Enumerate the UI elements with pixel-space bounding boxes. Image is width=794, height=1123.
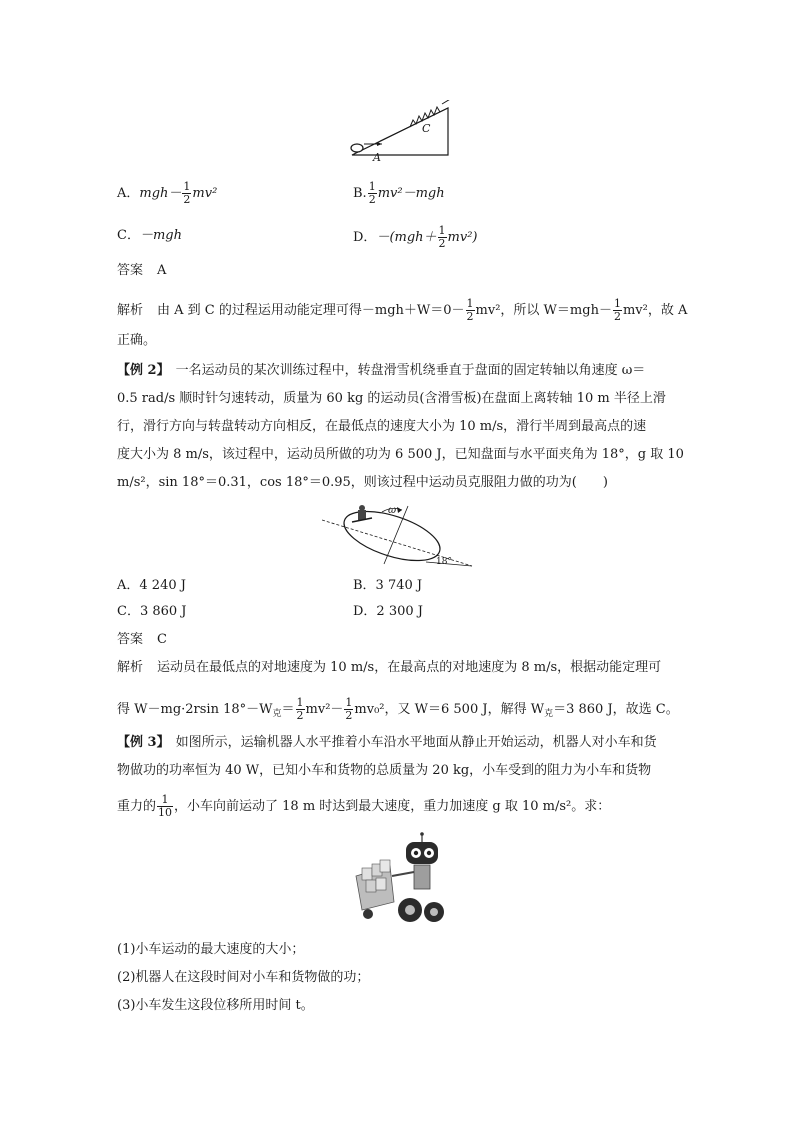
q3-tag: 【例 3】 [117, 735, 170, 750]
q1-answer: 答案 A [117, 263, 167, 278]
q2-option-b: B．3 740 J [353, 578, 423, 593]
angle-label: 18° [436, 557, 452, 567]
q1-option-d: D．－(mgh＋ $\frac{1}{2}$ mv²) [353, 224, 478, 250]
q3-subquestion-3: (3)小车发生这段位移所用时间 t。 [117, 998, 314, 1013]
q2-option-c: C．3 860 J [117, 604, 187, 619]
q1-analysis-line1: 解析 由 A 到 C 的过程运用动能定理可得－mgh＋W＝0－ $\frac{1}{2}$ mv²，所以 W＝mgh－ $\frac{1}{2}$ mv²，故 A [117, 297, 688, 323]
q2-analysis-line1: 解析 运动员在最低点的对地速度为 10 m/s，在最高点的对地速度为 8 m/s，根据动能定理可 [117, 660, 662, 675]
q1-option-c: C．－mgh [117, 228, 182, 243]
figure-label-c: C [422, 122, 431, 135]
q2-line-2: 0.5 rad/s 顺时针匀速转动，质量为 60 kg 的运动员(含滑雪板)在盘面上离转轴 10 m 半径上滑 [117, 391, 666, 406]
q2-line-5: m/s²，sin 18°＝0.31，cos 18°＝0.95，则该过程中运动员克服阻力做的功为( ) [117, 475, 608, 490]
q1-option-a: A．mgh－ $\frac{1}{2}$ mv² [117, 180, 218, 206]
q2-answer: 答案 C [117, 632, 167, 647]
q3-subquestion-1: (1)小车运动的最大速度的大小； [117, 942, 305, 957]
omega-label: ω [388, 505, 397, 516]
q1-analysis-line2: 正确。 [117, 333, 157, 348]
q1-option-b: B. $\frac{1}{2}$ mv²－mgh [353, 180, 445, 206]
robot-icon [392, 832, 444, 922]
robot-cart-figure [350, 832, 450, 928]
q2-option-a: A．4 240 J [117, 578, 186, 593]
turntable-figure [322, 502, 482, 570]
skier-icon [352, 505, 372, 522]
q2-analysis-line2: 得 W－mg·2rsin $18^\circ-W_克=$ $\frac{1}{2}$ mv²－ $\frac{1}{2}$ mv₀²，又 W＝6 500 J，解得 $W_克=3$ 860 J，故选 C。 [117, 696, 679, 722]
incline-spring-figure [340, 100, 460, 162]
q3-line-2: 物做功的功率恒为 40 W，已知小车和货物的总质量为 20 kg，小车受到的阻力为小车和货物 [117, 763, 652, 778]
figure-label-a: A [373, 151, 381, 164]
q2-option-d: D．2 300 J [353, 604, 423, 619]
cart-boxes [356, 860, 394, 919]
q3-subquestion-2: (2)机器人在这段时间对小车和货物做的功； [117, 970, 370, 985]
q2-line-3: 行，滑行方向与转盘转动方向相反，在最低点的速度大小为 10 m/s，滑行半周到最高点的速 [117, 419, 647, 434]
q3-line-3: 重力的 $\frac{1}{10}$ ，小车向前运动了 18 m 时达到最大速度，重力加速度 g 取 10 m/s²。求： [117, 793, 611, 819]
q3-line-1: 【例 3】 如图所示，运输机器人水平推着小车沿水平地面从静止开始运动，机器人对小车和货 [117, 735, 657, 750]
q2-tag: 【例 2】 [117, 363, 170, 378]
q2-line-1: 【例 2】 一名运动员的某次训练过程中，转盘滑雪机绕垂直于盘面的固定转轴以角速度 ω＝ [117, 363, 646, 378]
q2-line-4: 度大小为 8 m/s，该过程中，运动员所做的功为 6 500 J，已知盘面与水平面夹角为 18°，g 取 10 [117, 447, 684, 462]
